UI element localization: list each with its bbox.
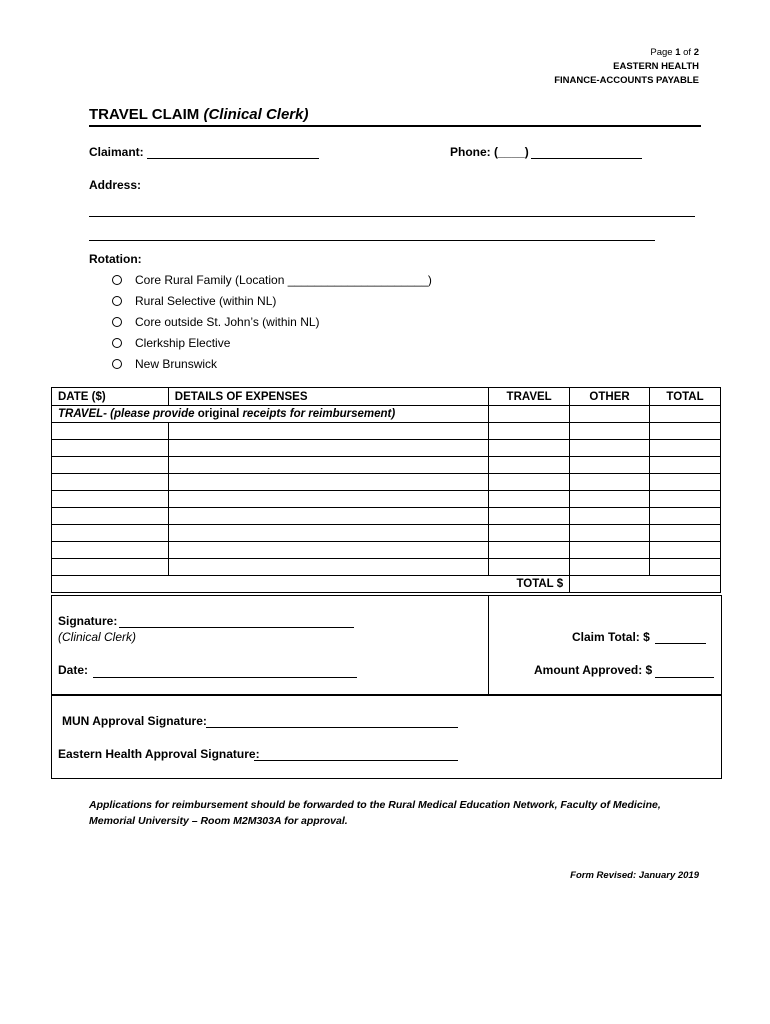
travel-note-original: original	[197, 408, 240, 420]
radio-circle-icon[interactable]	[112, 296, 122, 306]
address-line-2[interactable]	[89, 240, 655, 241]
table-header-row	[52, 388, 721, 406]
table-row	[52, 440, 721, 457]
table-cell[interactable]	[52, 491, 169, 508]
rotation-option-core-rural[interactable]	[112, 273, 432, 287]
table-cell[interactable]	[570, 508, 650, 525]
table-cell[interactable]	[570, 525, 650, 542]
table-cell[interactable]	[168, 423, 488, 440]
table-cell[interactable]	[489, 508, 570, 525]
rotation-option-core-outside[interactable]	[112, 315, 320, 329]
table-cell[interactable]	[489, 440, 570, 457]
col-header-total: TOTAL	[650, 388, 721, 406]
rotation-option-new-brunswick[interactable]	[112, 357, 217, 371]
table-cell[interactable]	[52, 508, 169, 525]
rotation-option-rural-selective[interactable]	[112, 294, 276, 308]
rotation-option-label: Rural Selective (within NL)	[135, 294, 277, 308]
table-row	[52, 559, 721, 576]
rotation-option-clerkship[interactable]	[112, 336, 230, 350]
clinical-clerk-label: (Clinical Clerk)	[58, 630, 137, 644]
signature-field[interactable]	[119, 627, 354, 628]
table-cell[interactable]	[52, 559, 169, 576]
table-cell[interactable]	[168, 457, 488, 474]
table-row	[52, 508, 721, 525]
travel-note-row	[52, 406, 721, 423]
table-cell[interactable]	[650, 542, 721, 559]
eastern-approval-label: Eastern Health Approval Signature:	[58, 747, 260, 761]
org-name: EASTERN HEALTH	[613, 61, 699, 72]
rotation-option-label: Core outside St. John’s (within NL)	[135, 315, 320, 329]
table-cell[interactable]	[52, 525, 169, 542]
page-number: 1	[675, 47, 681, 58]
phone-label: Phone: (____)	[450, 145, 529, 159]
travel-note-part: receipts for reimbursement)	[239, 408, 396, 420]
eastern-approval-field[interactable]	[254, 760, 458, 761]
page-indicator	[650, 46, 699, 59]
radio-circle-icon[interactable]	[112, 317, 122, 327]
table-cell[interactable]	[489, 474, 570, 491]
page-prefix: Page	[650, 47, 676, 58]
form-revised: Form Revised: January 2019	[570, 870, 699, 881]
table-cell[interactable]	[650, 457, 721, 474]
table-cell[interactable]	[650, 559, 721, 576]
table-row	[52, 542, 721, 559]
table-cell[interactable]	[52, 457, 169, 474]
table-cell[interactable]	[570, 440, 650, 457]
table-cell[interactable]	[168, 559, 488, 576]
table-cell[interactable]	[168, 491, 488, 508]
table-row	[52, 423, 721, 440]
amount-approved-field[interactable]	[655, 677, 714, 678]
rotation-label: Rotation:	[89, 252, 142, 266]
table-cell[interactable]	[168, 440, 488, 457]
claim-total-label: Claim Total: $	[572, 630, 650, 644]
dept-name: FINANCE-ACCOUNTS PAYABLE	[554, 75, 699, 86]
table-cell[interactable]	[570, 474, 650, 491]
total-row	[52, 576, 721, 593]
table-cell[interactable]	[650, 423, 721, 440]
signature-label: Signature:	[58, 614, 118, 628]
table-cell[interactable]	[650, 440, 721, 457]
total-value-cell[interactable]	[570, 576, 721, 593]
amount-approved-label: Amount Approved: $	[534, 663, 653, 677]
radio-circle-icon[interactable]	[112, 359, 122, 369]
phone-field[interactable]	[531, 158, 642, 159]
table-cell[interactable]	[650, 525, 721, 542]
table-cell[interactable]	[52, 440, 169, 457]
mun-approval-label: MUN Approval Signature:	[62, 714, 207, 728]
col-header-date: DATE ($)	[52, 388, 169, 406]
table-row	[52, 474, 721, 491]
expenses-table	[51, 387, 721, 593]
table-cell[interactable]	[570, 406, 650, 423]
travel-note	[52, 406, 489, 423]
page-of: of	[680, 47, 694, 58]
table-row	[52, 525, 721, 542]
table-cell[interactable]	[570, 559, 650, 576]
table-cell[interactable]	[650, 474, 721, 491]
table-cell[interactable]	[168, 474, 488, 491]
form-title	[89, 106, 308, 123]
title-rule	[89, 125, 701, 127]
table-cell[interactable]	[650, 491, 721, 508]
table-cell[interactable]	[570, 491, 650, 508]
table-row	[52, 491, 721, 508]
travel-note-part: TRAVEL- (please provide	[58, 408, 198, 420]
col-header-other: OTHER	[570, 388, 650, 406]
table-cell[interactable]	[52, 542, 169, 559]
address-label: Address:	[89, 178, 142, 192]
table-cell[interactable]	[650, 508, 721, 525]
table-cell[interactable]	[489, 423, 570, 440]
table-cell[interactable]	[570, 457, 650, 474]
table-cell[interactable]	[168, 542, 488, 559]
approvals-box	[51, 694, 722, 779]
radio-circle-icon[interactable]	[112, 275, 122, 285]
table-cell[interactable]	[168, 508, 488, 525]
table-row	[52, 457, 721, 474]
mun-approval-field[interactable]	[206, 727, 458, 728]
table-cell[interactable]	[489, 559, 570, 576]
signature-box	[51, 595, 722, 696]
table-cell[interactable]	[650, 406, 721, 423]
table-cell[interactable]	[489, 542, 570, 559]
radio-circle-icon[interactable]	[112, 338, 122, 348]
claim-total-field[interactable]	[655, 643, 706, 644]
form-title-main: TRAVEL CLAIM	[89, 106, 204, 123]
table-cell[interactable]	[570, 423, 650, 440]
date-label: Date:	[58, 663, 89, 677]
col-header-travel: TRAVEL	[489, 388, 570, 406]
table-cell[interactable]	[52, 423, 169, 440]
table-cell[interactable]	[52, 474, 169, 491]
table-cell[interactable]	[489, 457, 570, 474]
form-title-sub: (Clinical Clerk)	[203, 106, 309, 123]
table-cell[interactable]	[489, 525, 570, 542]
date-field[interactable]	[93, 677, 357, 678]
signature-divider	[488, 595, 489, 695]
page-total: 2	[693, 47, 699, 58]
claimant-label: Claimant:	[89, 145, 144, 159]
footer-note: Applications for reimbursement should be forwarded to the Rural Medical Education Network, Faculty of Medicine, Memorial University – Room M2M303A for approval.	[89, 799, 661, 827]
table-cell[interactable]	[570, 542, 650, 559]
table-cell[interactable]	[489, 491, 570, 508]
col-header-details: DETAILS OF EXPENSES	[168, 388, 488, 406]
claimant-field[interactable]	[147, 158, 319, 159]
rotation-option-label: Clerkship Elective	[135, 336, 231, 350]
table-cell[interactable]	[489, 406, 570, 423]
rotation-option-label: New Brunswick	[135, 357, 218, 371]
total-label: TOTAL $	[52, 576, 570, 593]
rotation-option-label: Core Rural Family (Location _____________________)	[135, 273, 432, 287]
address-line-1[interactable]	[89, 216, 695, 217]
table-cell[interactable]	[168, 525, 488, 542]
